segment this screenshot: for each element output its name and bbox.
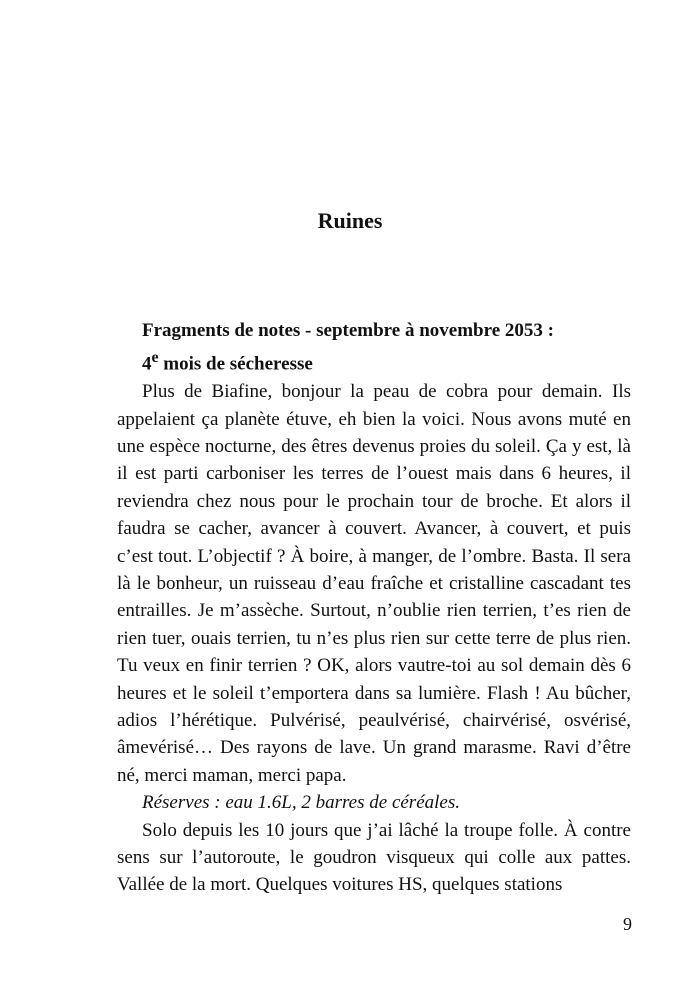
paragraph-2: Solo depuis les 10 jours que j’ai lâché la troupe folle. À contre sens sur l’autoroute, le goudron visqueux qui colle aux pattes. Vallée de la mort. Quelques voitures HS, quelques stations (117, 819, 631, 896)
entry-heading: Fragments de notes - septembre à novembre 2053 : (142, 320, 554, 341)
chapter-title: Ruines (317, 208, 383, 233)
page-number: 9 (623, 914, 632, 934)
chapter-body (117, 317, 631, 899)
subheading-number: 4 (142, 353, 152, 375)
subheading-ordinal-suffix: e (151, 349, 159, 367)
subheading-text: mois de sécheresse (158, 353, 313, 375)
entry-subheading (117, 344, 631, 378)
reserves-note: Réserves : eau 1.6L, 2 barres de céréales. (142, 792, 460, 814)
paragraph-1: Plus de Biafine, bonjour la peau de cobra pour demain. Ils appelaient ça planète étuve, eh bien la voici. Nous avons muté en une espèce nocturne, des êtres devenus proies du soleil. Ça y est, là il est parti carboniser les terres de l’ouest mais dans 6 heures, il reviendra chez nous pour le prochain tour de broche. Et alors il faudra se cacher, avancer à couvert. Avancer, à couvert, et puis c’est tout. L’objectif ? À boire, à manger, de l’ombre. Basta. Il sera là le bonheur, un ruisseau d’eau fraîche et cristalline cascadant tes entrailles. Je m’assèche. Surtout, n’oublie rien terrien, t’es rien de rien tuer, ouais terrien, tu n’es plus rien sur cette terre de plus rien. Tu veux en finir terrien ? OK, alors vautre-toi au sol demain dès 6 heures et le soleil t’emportera dans sa lumière. Flash ! Au bûcher, adios l’hérétique. Pulvérisé, peaulvérisé, chairvérisé, osvérisé, âmevérisé… Des rayons de lave. Un grand marasme. Ravi d’être né, merci maman, merci papa. (117, 381, 631, 786)
